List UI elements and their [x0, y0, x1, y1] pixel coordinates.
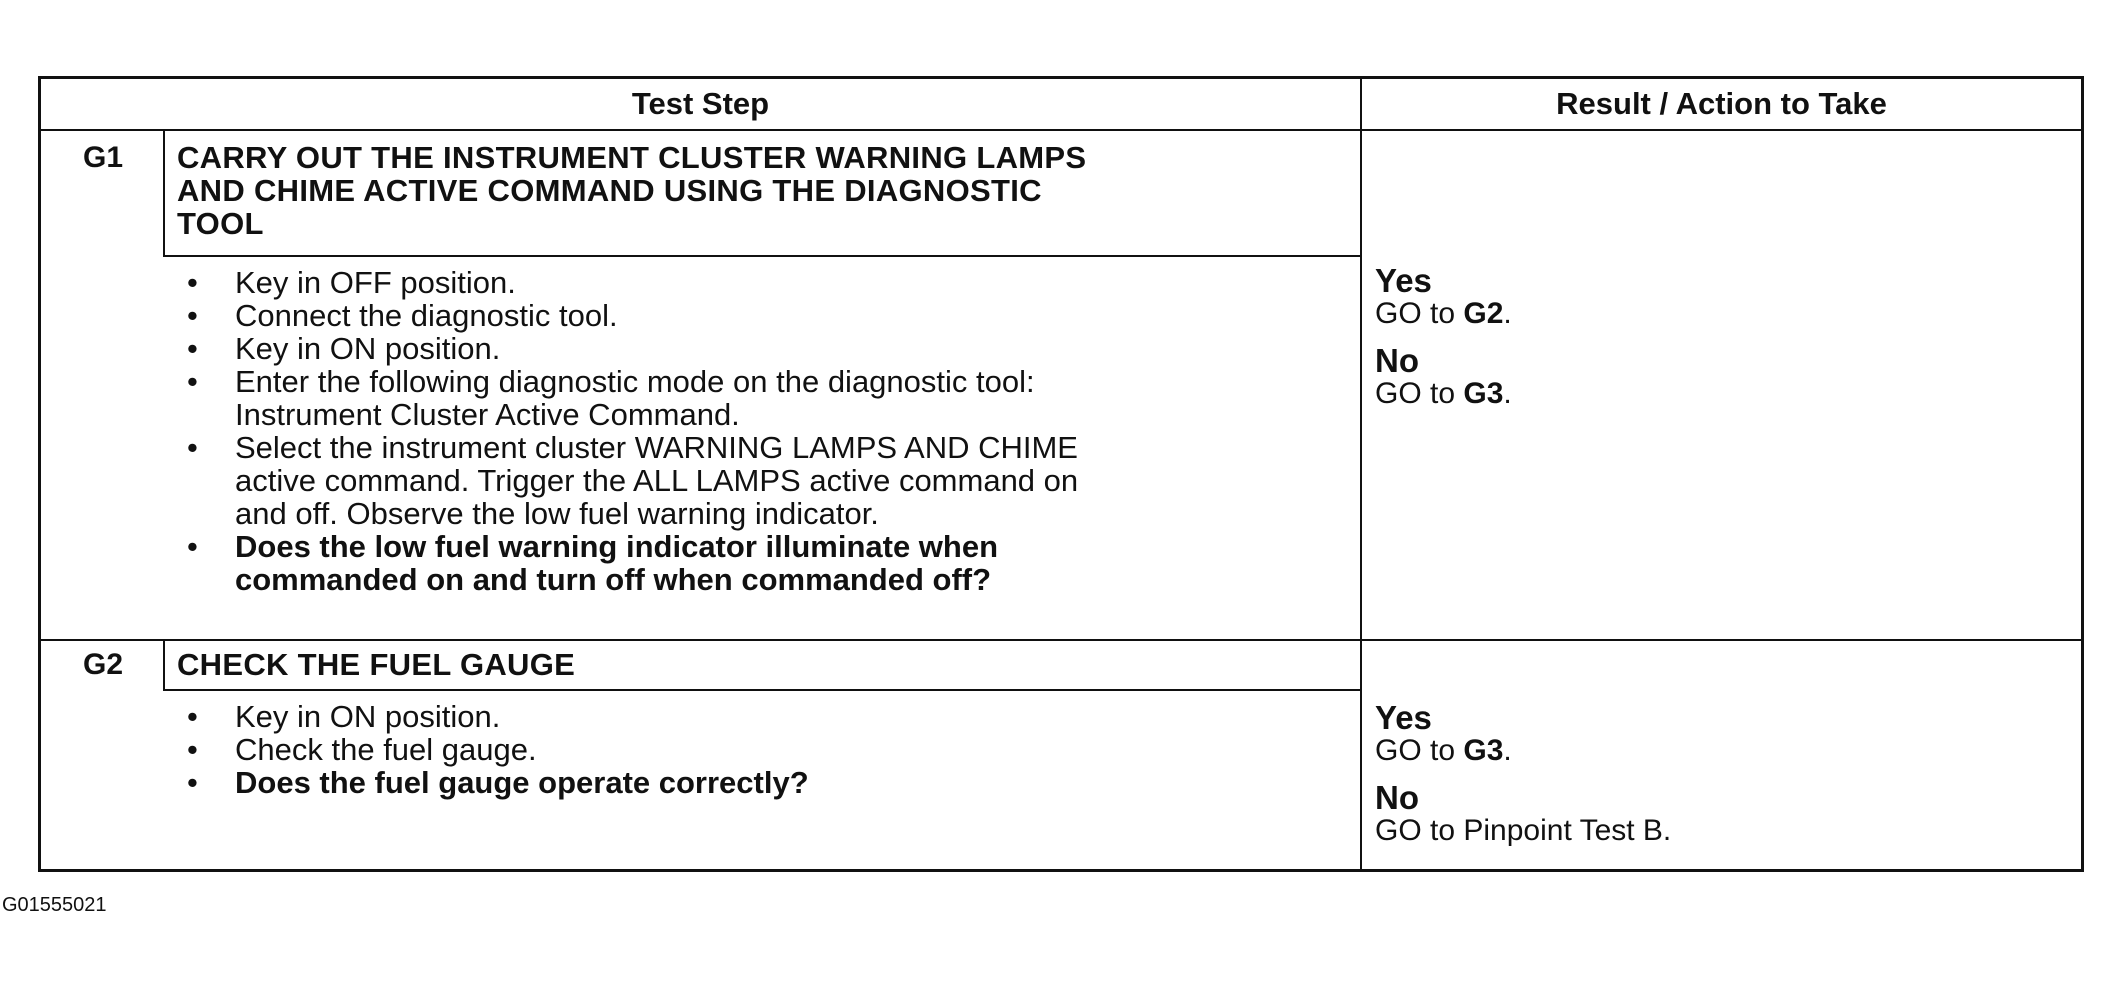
result-no-label: No — [1375, 342, 1419, 379]
item-line: Check the fuel gauge. — [235, 732, 537, 767]
g2-title-divider — [163, 689, 1360, 691]
list-item — [181, 266, 1371, 299]
result-g2 — [1375, 701, 2065, 861]
header-result-action: Result / Action to Take — [1556, 86, 1887, 121]
action-text: GO to — [1375, 734, 1464, 767]
result-g1 — [1375, 264, 2065, 424]
step-title-line: AND CHIME ACTIVE COMMAND USING THE DIAGNOSTIC — [177, 173, 1042, 208]
list-item — [181, 299, 1371, 332]
item-line: active command. Trigger the ALL LAMPS active command on — [235, 463, 1079, 498]
action-text: GO to Pinpoint Test B. — [1375, 814, 1672, 847]
bullet-icon: • — [187, 265, 198, 300]
bullet-icon: • — [187, 529, 198, 564]
action-target: G3 — [1463, 377, 1504, 410]
item-line: commanded on and turn off when commanded off? — [235, 562, 992, 597]
item-line: Connect the diagnostic tool. — [235, 298, 618, 333]
item-line: Key in OFF position. — [235, 265, 516, 300]
list-item-question — [181, 530, 1371, 596]
g2-row-divider — [41, 639, 2081, 641]
bullet-icon: • — [187, 298, 198, 333]
bullet-icon: • — [187, 430, 198, 465]
g1-title-divider — [163, 255, 1360, 257]
step-id-g1: G1 — [82, 141, 124, 174]
action-text: GO to — [1375, 297, 1464, 330]
action-target: G2 — [1463, 297, 1504, 330]
action-target: G3 — [1463, 734, 1504, 767]
bullet-icon: • — [187, 699, 198, 734]
step-title-line: CARRY OUT THE INSTRUMENT CLUSTER WARNING LAMPS — [177, 140, 1087, 175]
step-items-g1 — [181, 266, 1371, 596]
action-suffix: . — [1503, 297, 1512, 330]
step-title-g1 — [177, 141, 1337, 240]
item-line: and off. Observe the low fuel warning indicator. — [235, 496, 879, 531]
bullet-icon: • — [187, 331, 198, 366]
figure-id: G01555021 — [2, 894, 107, 916]
bullet-icon: • — [187, 765, 198, 800]
list-item — [181, 700, 1371, 733]
step-id-g2: G2 — [82, 648, 124, 681]
result-yes-action — [1375, 298, 2065, 330]
item-line: Key in ON position. — [235, 331, 501, 366]
result-yes-label: Yes — [1375, 262, 1432, 299]
step-title-g2 — [177, 648, 1337, 681]
step-title-line: CHECK THE FUEL GAUGE — [177, 647, 576, 682]
step-title-line: TOOL — [177, 206, 264, 241]
result-no-label: No — [1375, 779, 1419, 816]
bullet-icon: • — [187, 732, 198, 767]
list-item — [181, 431, 1371, 530]
list-item — [181, 733, 1371, 766]
item-line: Key in ON position. — [235, 699, 501, 734]
list-item-question — [181, 766, 1371, 799]
result-yes-action — [1375, 735, 2065, 767]
item-line: Enter the following diagnostic mode on the diagnostic tool: — [235, 364, 1035, 399]
item-line: Does the low fuel warning indicator illuminate when — [235, 529, 999, 564]
item-line: Instrument Cluster Active Command. — [235, 397, 740, 432]
action-suffix: . — [1503, 377, 1512, 410]
result-no-action — [1375, 815, 2065, 847]
result-yes-label: Yes — [1375, 699, 1432, 736]
header-divider — [41, 129, 2081, 131]
bullet-icon: • — [187, 364, 198, 399]
list-item — [181, 332, 1371, 365]
step-items-g2 — [181, 700, 1371, 799]
item-line: Does the fuel gauge operate correctly? — [235, 765, 809, 800]
result-no-action — [1375, 378, 2065, 410]
diagnostic-table — [38, 76, 2084, 872]
action-text: GO to — [1375, 377, 1464, 410]
list-item — [181, 365, 1371, 431]
header-test-step: Test Step — [631, 86, 770, 121]
item-line: Select the instrument cluster WARNING LAMPS AND CHIME — [235, 430, 1078, 465]
action-suffix: . — [1503, 734, 1512, 767]
